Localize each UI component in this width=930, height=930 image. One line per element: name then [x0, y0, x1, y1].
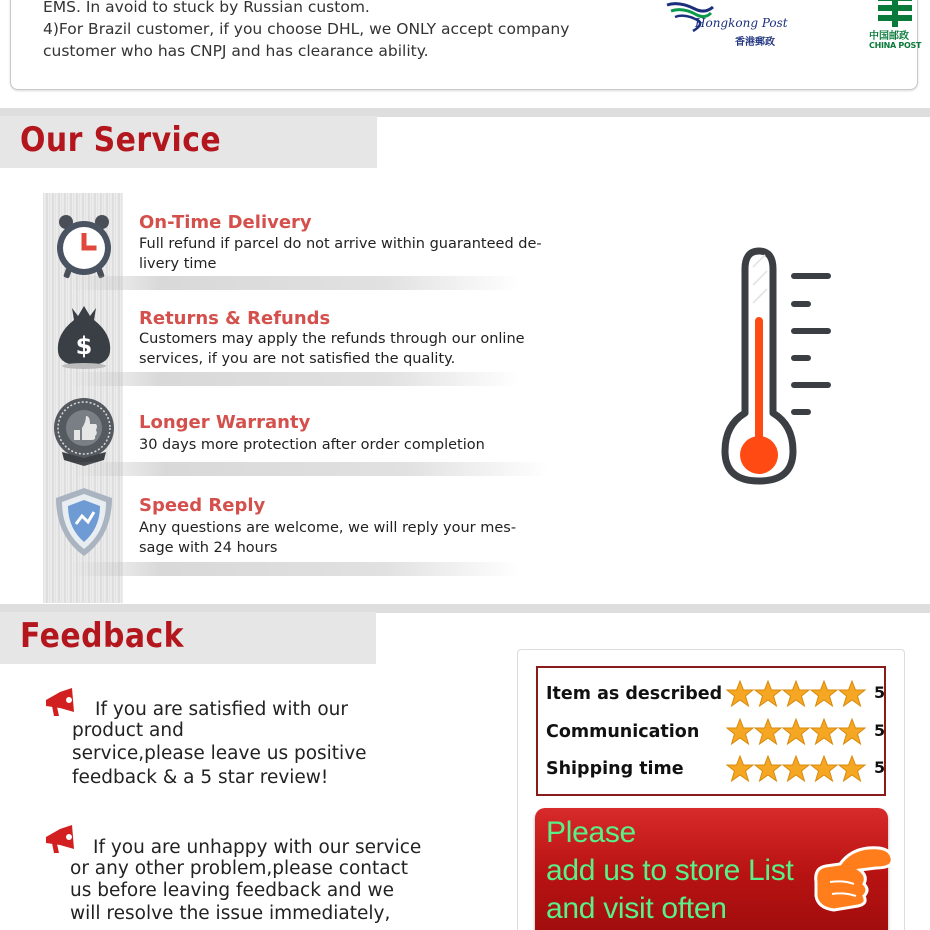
feedback-text: or any other problem,please contact [70, 858, 409, 879]
brush-stroke [70, 562, 520, 576]
service-description-line: services, if you are not satisfied the quality. [139, 351, 456, 367]
hongkong-post-logo [665, 0, 788, 51]
service-title: Speed Reply [139, 495, 266, 516]
feedback-text: feedback & a 5 star review! [72, 767, 329, 788]
feedback-text: will resolve the issue immediately, [70, 903, 391, 924]
button-text-line: Please [546, 816, 636, 849]
rating-row [546, 755, 886, 783]
megaphone-icon [42, 686, 78, 718]
service-description-line: Customers may apply the refunds through our online [139, 331, 525, 347]
five-stars-icon [726, 718, 871, 746]
button-text-line: and visit often [546, 892, 727, 925]
feedback-text: If you are satisfied with our [95, 699, 348, 720]
rating-row [546, 718, 886, 746]
service-title: On-Time Delivery [139, 212, 312, 233]
pointing-hand-icon [810, 842, 896, 916]
service-title: Longer Warranty [139, 412, 311, 433]
seller-rating-box [536, 666, 886, 796]
service-description-line: Full refund if parcel do not arrive within guaranteed de- [139, 236, 542, 252]
megaphone-icon [42, 823, 78, 855]
service-title: Returns & Refunds [139, 308, 331, 329]
rating-label: Item as described [546, 684, 723, 704]
hongkong-post-text: Hongkong Post [695, 16, 788, 30]
shipping-note-box [10, 0, 922, 90]
shipping-note-line: EMS. In avoid to stuck by Russian custom. [43, 0, 370, 16]
china-post-emblem-icon [874, 0, 918, 27]
quality-seal-icon [50, 396, 118, 468]
service-description [139, 518, 564, 558]
button-text-line: add us to store List [546, 854, 794, 887]
shipping-note [43, 0, 623, 62]
feedback-text: product and [72, 720, 184, 741]
rating-label: Shipping time [546, 759, 684, 779]
hongkong-post-chinese: 香港郵政 [735, 37, 775, 48]
section-heading-service [0, 116, 377, 168]
brush-stroke [70, 372, 520, 386]
thermometer-icon [715, 245, 845, 505]
shipping-note-line: 4)For Brazil customer, if you choose DHL, we ONLY accept company [43, 20, 570, 38]
five-stars-icon [726, 680, 871, 708]
section-heading-text: Feedback [20, 616, 184, 656]
alarm-clock-icon [50, 212, 118, 284]
feedback-text: If you are unhappy with our service [93, 837, 422, 858]
brush-stroke [70, 462, 550, 476]
service-description [139, 329, 564, 369]
china-post-logo [866, 0, 924, 53]
brush-stroke [70, 276, 520, 290]
five-stars-icon [726, 755, 871, 783]
section-heading-text: Our Service [20, 120, 222, 160]
rating-score: 5 [874, 683, 886, 702]
shipping-note-line: customer who has CNPJ and has clearance ability. [43, 42, 429, 60]
service-description-line: livery time [139, 256, 217, 272]
add-to-store-list-button[interactable] [535, 808, 888, 930]
service-description-line: 30 days more protection after order completion [139, 437, 485, 453]
service-description-line: sage with 24 hours [139, 540, 278, 556]
feedback-text: us before leaving feedback and we [70, 880, 395, 901]
rating-label: Communication [546, 722, 700, 742]
china-post-text: CHINA POST [869, 41, 922, 50]
service-description [139, 234, 564, 274]
rating-score: 5 [874, 758, 886, 777]
svg-text:$: $ [75, 332, 93, 360]
service-description-line: Any questions are welcome, we will reply your mes- [139, 520, 517, 536]
feedback-note-positive [42, 686, 462, 796]
service-description [139, 435, 564, 455]
section-heading-feedback [0, 612, 376, 664]
china-post-chinese: 中国邮政 [869, 31, 909, 42]
rating-score: 5 [874, 721, 886, 740]
feedback-text: service,please leave us positive [72, 743, 367, 764]
feedback-note-unhappy [42, 823, 482, 930]
rating-row [546, 680, 886, 708]
money-bag-icon [50, 300, 118, 372]
shield-icon [50, 486, 118, 558]
